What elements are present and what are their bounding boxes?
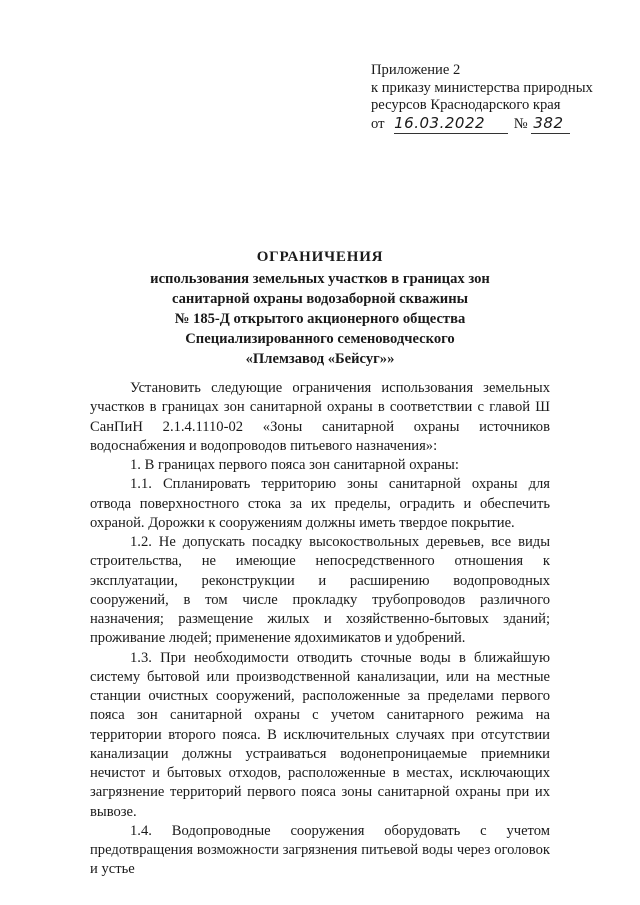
appendix-header (371, 62, 633, 134)
title-line-3: № 185-Д открытого акционерного общества (174, 311, 466, 327)
document-title (90, 247, 550, 369)
order-date-value: 16.03.2022 (394, 113, 486, 132)
title-line-4: Специализированного семеноводческого (185, 331, 455, 347)
title-line-2: санитарной охраны водозаборной скважины (171, 291, 469, 307)
paragraph-1-4: 1.4. Водопроводные сооружения оборудовать с учетом предотвращения возможности загрязнения питьевой воды через оголовок и устье (90, 822, 550, 878)
ministry-name: ресурсов Краснодарского края (371, 97, 561, 113)
order-date (394, 115, 508, 135)
order-number-value: 382 (533, 113, 564, 132)
order-date-line (371, 115, 633, 135)
paragraph-intro: Установить следующие ограничения использования земельных участков в границах зон санитарной охраны в соответствии с главой Ш СанПиН 2.1.4.1110-02 «Зоны санитарной охраны источников водоснабжения и водопроводов питьевого назначения»: (90, 380, 550, 454)
title-main: ОГРАНИЧЕНИЯ (256, 249, 384, 265)
document-body (90, 379, 550, 880)
paragraph-1-1: 1.1. Спланировать территорию зоны санитарной охраны для отвода поверхностного стока за их пределы, оградить и обеспечить охраной. Дорожки к сооружениям должны иметь твердое покрытие. (90, 476, 550, 531)
order-number (531, 115, 569, 135)
paragraph-1-2: 1.2. Не допускать посадку высокоствольных деревьев, все виды строительства, не имеющие непосредственного отношения к эксплуатации, реконструкции и расширению водопроводных сооружений, в том числе прокладку трубопроводов различного назначения; размещение жилых и хозяйственно-бытовых зданий; проживание людей; применение ядохимикатов и удобрений. (90, 534, 550, 647)
title-line-5: «Племзавод «Бейсуг»» (245, 351, 395, 367)
order-reference: к приказу министерства природных (371, 79, 593, 96)
appendix-number: Приложение 2 (371, 62, 461, 78)
date-prefix: от (371, 115, 385, 132)
title-line-1: использования земельных участков в границах зон (150, 271, 490, 287)
number-prefix: № (513, 115, 528, 132)
paragraph-1-3: 1.3. При необходимости отводить сточные воды в ближайшую систему бытовой или производственной канализации, или на местные станции очистных сооружений, расположенные за пределами первого пояса зон санитарной охраны с учетом санитарного режима на территории второго пояса. В исключительных случаях при отсутствии канализации должны устраиваться водонепроницаемые приемники нечистот и бытовых отходов, расположенные в местах, исключающих загрязнение территорий первого пояса зоны санитарной охраны при их вывозе. (90, 649, 550, 820)
paragraph-section-1: 1. В границах первого пояса зон санитарной охраны: (130, 457, 459, 473)
